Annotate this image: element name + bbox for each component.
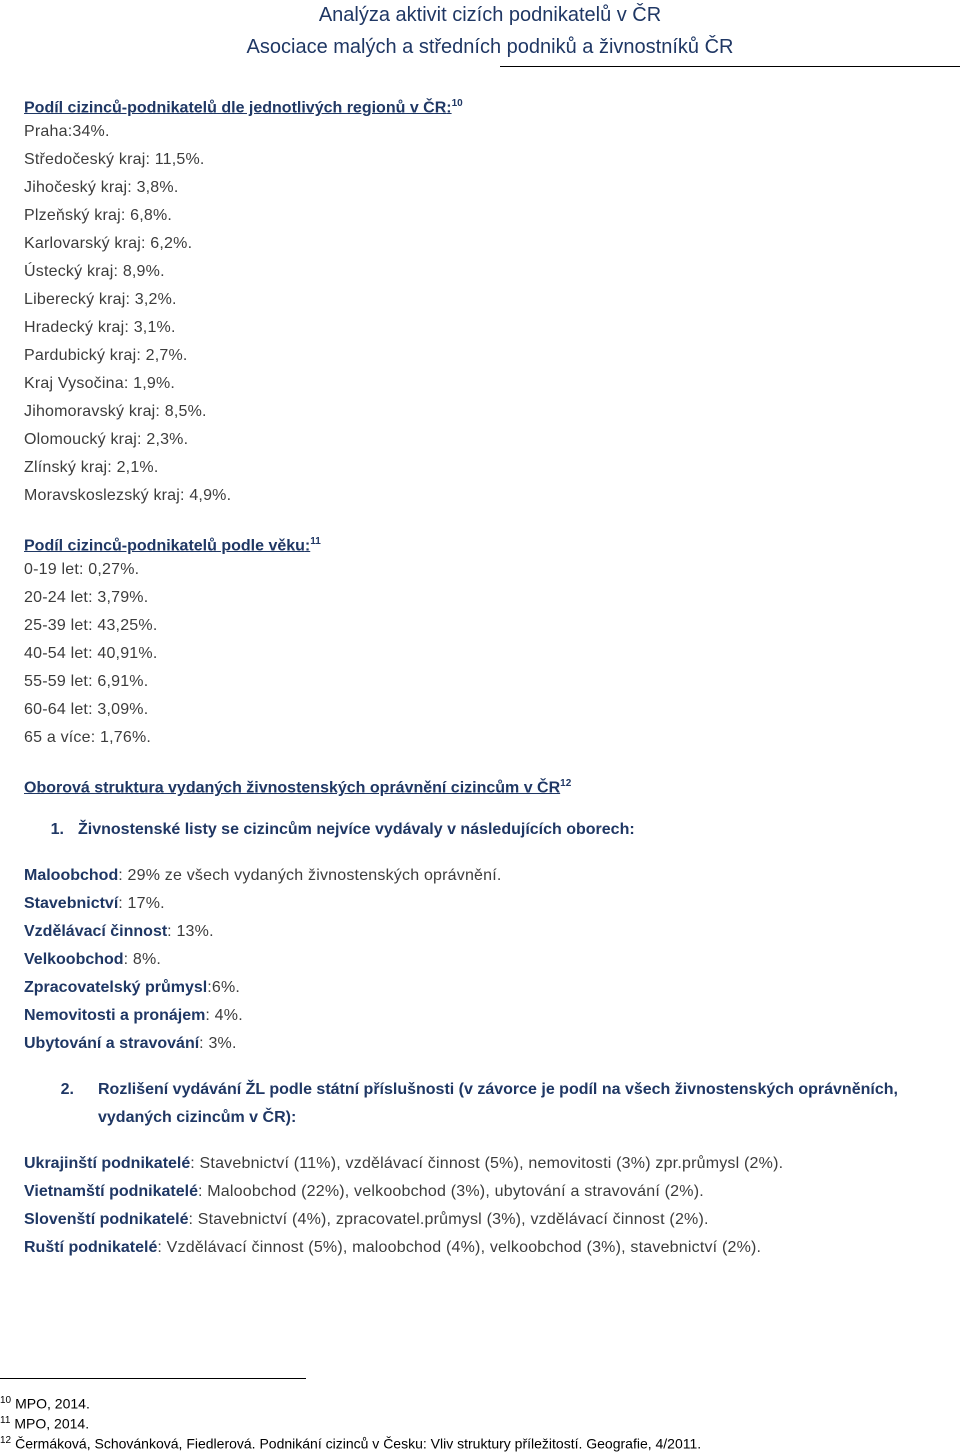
- sector-label: Vzdělávací činnost: [24, 923, 168, 940]
- nationality-value: : Maloobchod (22%), velkoobchod (3%), ubytování a stravování (2%).: [197, 1183, 704, 1200]
- spacer: [24, 752, 934, 770]
- point-1: [24, 816, 934, 844]
- region-item: Olomoucký kraj: 2,3%.: [24, 431, 189, 448]
- age-item: 25-39 let: 43,25%.: [24, 617, 158, 634]
- sector-item: [24, 1030, 934, 1058]
- region-item: Liberecký kraj: 3,2%.: [24, 291, 177, 308]
- footnote-rule: [0, 1378, 306, 1379]
- region-item: Ústecký kraj: 8,9%.: [24, 263, 165, 280]
- footnote-text: MPO, 2014.: [15, 1395, 90, 1412]
- footnote-10: [0, 1392, 90, 1413]
- sector-value: :6%.: [207, 979, 241, 996]
- region-item: Kraj Vysočina: 1,9%.: [24, 375, 176, 392]
- age-footnote-ref: 11: [310, 536, 321, 547]
- spacer: [24, 510, 934, 528]
- header-title: Analýza aktivit cizích podnikatelů v ČR: [318, 4, 662, 26]
- point-1-text: Živnostenské listy se cizincům nejvíce vydávaly v následujících oborech:: [78, 821, 635, 838]
- sector-label: Stavebnictví: [24, 895, 119, 912]
- spacer: [24, 844, 934, 862]
- point-1-number: 1.: [50, 821, 64, 838]
- region-item: Pardubický kraj: 2,7%.: [24, 347, 188, 364]
- sector-value: : 3%.: [199, 1035, 237, 1052]
- footnote-number: 10: [0, 1395, 12, 1406]
- age-item: 55-59 let: 6,91%.: [24, 673, 149, 690]
- footnote-11: [0, 1412, 89, 1433]
- region-item: Karlovarský kraj: 6,2%.: [24, 235, 193, 252]
- sector-value: : 8%.: [123, 951, 162, 968]
- region-item: Praha:34%.: [24, 123, 110, 140]
- point-2: [24, 1076, 934, 1132]
- sectors-title: Oborová struktura vydaných živnostenských oprávnění cizincům v ČR: [24, 779, 561, 797]
- region-item: Hradecký kraj: 3,1%.: [24, 319, 176, 336]
- header-subtitle: Asociace malých a středních podniků a živnostníků ČR: [246, 36, 734, 58]
- regions-list: [24, 118, 934, 510]
- age-heading: [24, 528, 934, 556]
- sector-value: : 13%.: [167, 923, 214, 940]
- spacer: [24, 1132, 934, 1150]
- region-item: Moravskoslezský kraj: 4,9%.: [24, 487, 232, 504]
- region-item: Plzeňský kraj: 6,8%.: [24, 207, 173, 224]
- footnote-text: Čermáková, Schovánková, Fiedlerová. Podnikání cizinců v Česku: Vliv struktury příležitostí. Geografie, 4/2011.: [15, 1435, 702, 1452]
- sectors-heading: [24, 770, 934, 798]
- sector-item: [24, 974, 934, 1002]
- sector-item: [24, 862, 934, 890]
- sectors-footnote-ref: 12: [560, 778, 572, 789]
- nationality-value: : Vzdělávací činnost (5%), maloobchod (4%), velkoobchod (3%), stavebnictví (2%).: [157, 1239, 762, 1256]
- footnote-text: MPO, 2014.: [14, 1415, 90, 1432]
- age-item: 40-54 let: 40,91%.: [24, 645, 158, 662]
- header-rule: [500, 66, 960, 67]
- nationality-item: [24, 1150, 934, 1178]
- footnote-12: [0, 1432, 701, 1453]
- region-item: Středočeský kraj: 11,5%.: [24, 151, 205, 168]
- footnote-number: 11: [0, 1415, 11, 1426]
- nationality-label: Ukrajinští podnikatelé: [24, 1155, 191, 1172]
- sector-item: [24, 918, 934, 946]
- nationality-label: Slovenští podnikatelé: [24, 1211, 189, 1228]
- page-header: [0, 0, 960, 70]
- nationality-value: : Stavebnictví (4%), zpracovatel.průmysl (3%), vzdělávací činnost (2%).: [188, 1211, 709, 1228]
- regions-footnote-ref: 10: [451, 98, 463, 109]
- age-title-suffix: :: [304, 537, 311, 555]
- sector-value: : 4%.: [205, 1007, 243, 1024]
- region-item: Jihomoravský kraj: 8,5%.: [24, 403, 207, 420]
- sector-value: : 29% ze všech vydaných živnostenských oprávnění.: [118, 867, 502, 884]
- nationality-value: : Stavebnictví (11%), vzdělávací činnost (5%), nemovitosti (3%) zpr.průmysl (2%).: [190, 1155, 784, 1172]
- sector-item: [24, 946, 934, 974]
- spacer: [24, 798, 934, 816]
- age-item: 65 a více: 1,76%.: [24, 729, 152, 746]
- footnote-number: 12: [0, 1435, 12, 1446]
- age-item: 20-24 let: 3,79%.: [24, 589, 149, 606]
- sector-label: Ubytování a stravování: [24, 1035, 200, 1052]
- region-item: Jihočeský kraj: 3,8%.: [24, 179, 179, 196]
- sector-item: [24, 1002, 934, 1030]
- age-list: [24, 556, 934, 752]
- regions-title-suffix: :: [446, 99, 452, 117]
- sector-item: [24, 890, 934, 918]
- nationality-label: Vietnamští podnikatelé: [24, 1183, 198, 1200]
- nationality-item: [24, 1178, 934, 1206]
- sector-label: Zpracovatelský průmysl: [24, 979, 208, 996]
- spacer: [24, 1058, 934, 1076]
- sector-label: Velkoobchod: [24, 951, 124, 968]
- nationality-label: Ruští podnikatelé: [24, 1239, 158, 1256]
- point-2-number: 2.: [60, 1081, 74, 1098]
- age-item: 60-64 let: 3,09%.: [24, 701, 149, 718]
- age-item: 0-19 let: 0,27%.: [24, 561, 140, 578]
- nationality-item: [24, 1234, 934, 1262]
- document-body: [24, 90, 934, 1262]
- regions-heading: [24, 90, 934, 118]
- sector-label: Nemovitosti a pronájem: [24, 1007, 206, 1024]
- sector-list: [24, 862, 934, 1058]
- age-title: Podíl cizinců-podnikatelů podle věku: [24, 537, 305, 555]
- point-2-text: Rozlišení vydávání ŽL podle státní příslušnosti (v závorce je podíl na všech živnostenských oprávněních, vydaných cizincům v ČR):: [98, 1081, 898, 1126]
- nationality-item: [24, 1206, 934, 1234]
- regions-title: Podíl cizinců-podnikatelů dle jednotlivých regionů v ČR: [24, 99, 447, 117]
- sector-value: : 17%.: [118, 895, 165, 912]
- sector-label: Maloobchod: [24, 867, 119, 884]
- nationality-list: [24, 1150, 934, 1262]
- region-item: Zlínský kraj: 2,1%.: [24, 459, 159, 476]
